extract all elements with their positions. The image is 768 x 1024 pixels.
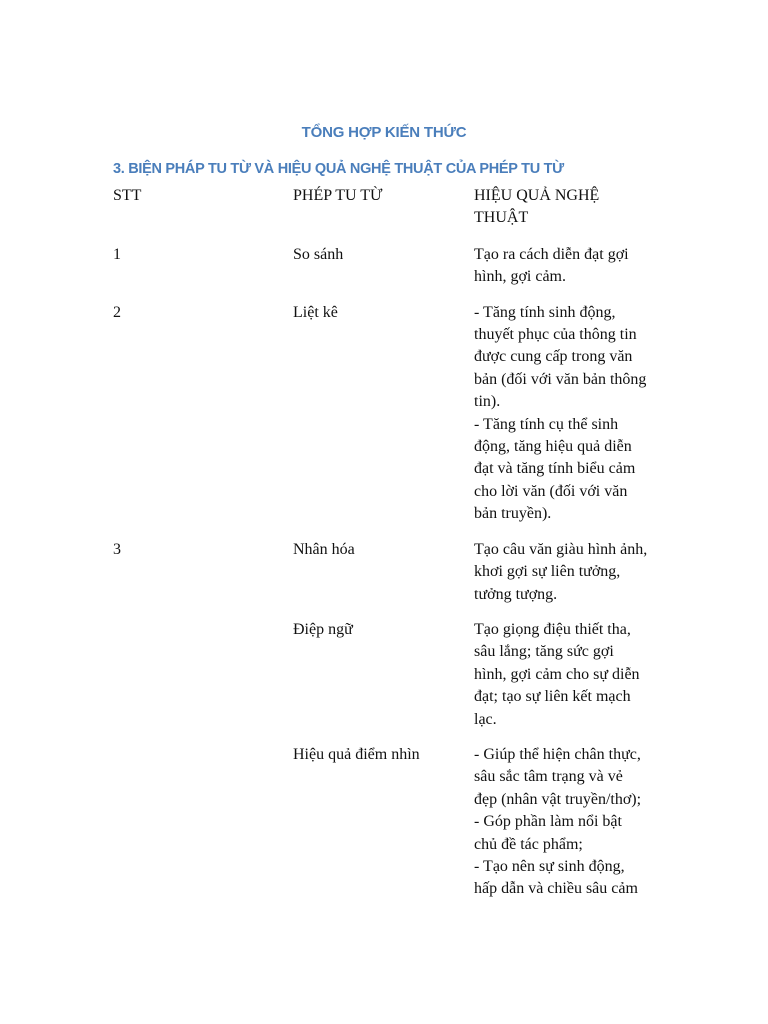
row-effect	[474, 302, 649, 526]
row-technique: Nhân hóa	[293, 540, 355, 558]
table-row	[113, 744, 673, 901]
effect-line: - Tăng tính sinh động, thuyết phục của thông tin được cung cấp trong văn bản (đối với văn bản thông tin).	[474, 303, 647, 411]
effect-line: - Góp phần làm nổi bật chủ đề tác phẩm;	[474, 813, 622, 853]
effect-line: - Tạo nên sự sinh động, hấp dẫn và chiều sâu cảm	[474, 857, 638, 898]
header-technique: PHÉP TU TỪ	[293, 187, 383, 204]
header-stt: STT	[113, 187, 142, 204]
row-stt	[113, 744, 293, 901]
table-row	[113, 244, 673, 289]
row-stt: 1	[113, 245, 121, 263]
section-heading: 3. BIỆN PHÁP TU TỪ VÀ HIỆU QUẢ NGHỆ THUẬT CỦA PHÉP TU TỪ	[113, 161, 564, 177]
row-technique: Điệp ngữ	[293, 620, 353, 638]
row-stt: 2	[113, 303, 121, 321]
table-row	[113, 619, 673, 731]
header-effect: HIỆU QUẢ NGHỆ THUẬT	[474, 187, 600, 227]
row-effect	[474, 744, 649, 901]
table-header-row	[113, 185, 673, 230]
rhetoric-table	[113, 185, 673, 914]
table-row	[113, 302, 673, 526]
row-technique: Hiệu quả điểm nhìn	[293, 745, 420, 763]
row-technique: Liệt kê	[293, 303, 338, 321]
effect-line: - Giúp thể hiện chân thực, sâu sắc tâm trạng và vẻ đẹp (nhân vật truyền/thơ);	[474, 745, 642, 808]
table-row	[113, 539, 673, 606]
row-technique: So sánh	[293, 245, 344, 263]
document-title: TỔNG HỢP KIẾN THỨC	[301, 124, 467, 141]
row-effect: Tạo ra cách diễn đạt gợi hình, gợi cảm.	[474, 245, 629, 286]
row-stt	[113, 619, 293, 731]
row-effect: Tạo câu văn giàu hình ảnh, khơi gợi sự liên tưởng, tưởng tượng.	[474, 540, 648, 603]
effect-line: - Tăng tính cụ thể sinh động, tăng hiệu quả diễn đạt và tăng tính biểu cảm cho lời văn (đối với văn bản truyền).	[474, 415, 636, 523]
row-effect: Tạo giọng điệu thiết tha, sâu lắng; tăng sức gợi hình, gợi cảm cho sự diễn đạt; tạo sự liên kết mạch lạc.	[474, 620, 640, 728]
row-stt: 3	[113, 540, 121, 558]
